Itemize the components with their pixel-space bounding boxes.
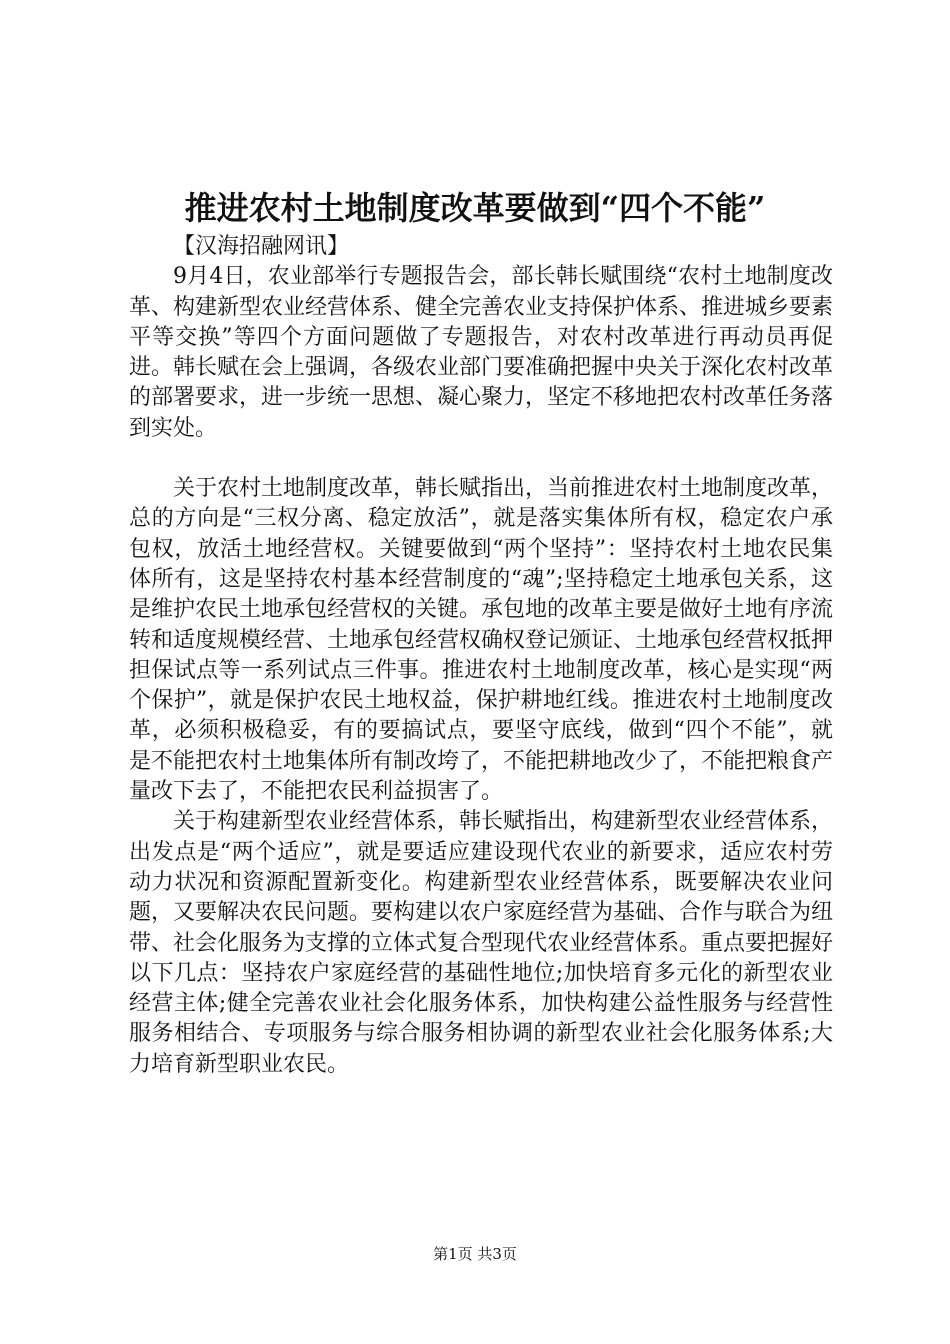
paragraph-intro: 9月4日，农业部举行专题报告会，部长韩长赋围绕“农村土地制度改革、构建新型农业经营体系、健全完善农业支持保护体系、推进城乡要素平等交换”等四个方面问题做了专题报告，对农村改革进行再动员再促进。韩长赋在会上强调，各级农业部门要准确把握中央关于深化农村改革的部署要求，进一步统一思想、凝心聚力，坚定不移地把农村改革任务落到实处。	[129, 264, 834, 441]
source-tag: 【汉海招融网讯】	[173, 234, 350, 259]
paragraph-management-system: 关于构建新型农业经营体系，韩长赋指出，构建新型农业经营体系，出发点是“两个适应”，就是要适应建设现代农业的新要求，适应农村劳动力状况和资源配置新变化。构建新型农业经营体系，既要解决农业问题，又要解决农民问题。要构建以农户家庭经营为基础、合作与联合为纽带、社会化服务为支撑的立体式复合型现代农业经营体系。重点要把握好以下几点：坚持农户家庭经营的基础性地位;加快培育多元化的新型农业经营主体;健全完善农业社会化服务体系，加快构建公益性服务与经营性服务相结合、专项服务与综合服务相协调的新型农业社会化服务体系;大力培育新型职业农民。	[129, 809, 834, 1077]
document-body	[129, 232, 833, 1080]
paragraph-spacer	[129, 444, 833, 474]
document-title: 推进农村土地制度改革要做到“四个不能”	[184, 189, 766, 227]
paragraph-land-reform: 关于农村土地制度改革，韩长赋指出，当前推进农村土地制度改革，总的方向是“三权分离、稳定放活”，就是落实集体所有权，稳定农户承包权，放活土地经营权。关键要做到“两个坚持”：坚持农村土地农民集体所有，这是坚持农村基本经营制度的“魂”;坚持稳定土地承包关系，这是维护农民土地承包经营权的关键。承包地的改革主要是做好土地有序流转和适度规模经营、土地承包经营权确权登记颁证、土地承包经营权抵押担保试点等一系列试点三件事。推进农村土地制度改革，核心是实现“两个保护”，就是保护农民土地权益，保护耕地红线。推进农村土地制度改革，必须积极稳妥，有的要搞试点，要坚守底线，做到“四个不能”，就是不能把农村土地集体所有制改垮了，不能把耕地改少了，不能把粮食产量改下去了，不能把农民利益损害了。	[129, 476, 834, 805]
page-footer: 第1页 共3页	[433, 1245, 517, 1263]
